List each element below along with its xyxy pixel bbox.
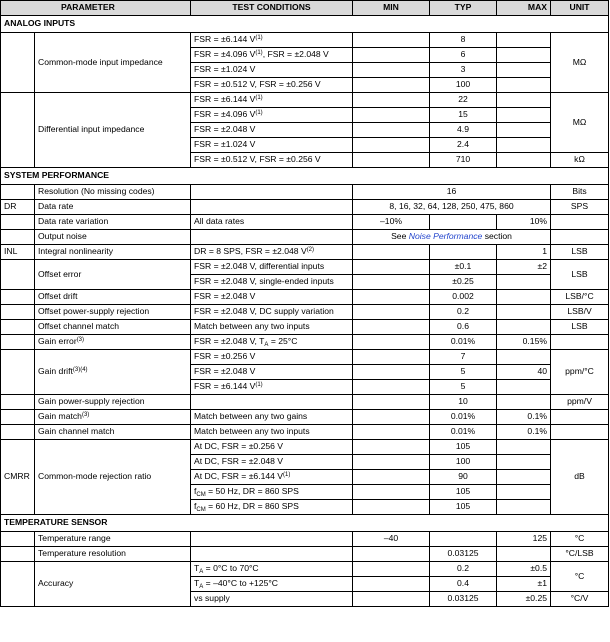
unit-value: LSB: [551, 245, 609, 260]
param-data-rate: Data rate: [35, 200, 191, 215]
table-row: [1, 93, 609, 108]
min-value: –40: [353, 532, 430, 547]
condition-cell: $T_A = -40^\circ C$ to +125°C: [191, 577, 353, 592]
table-row: [1, 245, 609, 260]
condition-cell: $f_{CM} = 60$ Hz, DR = 860 SPS: [191, 500, 353, 515]
param-inl: Integral nonlinearity: [35, 245, 191, 260]
max-value: 1: [497, 245, 551, 260]
param-cmrr: Common-mode rejection ratio: [35, 440, 191, 515]
typ-value: 90: [430, 470, 497, 485]
noise-performance-link[interactable]: Noise Performance: [408, 231, 483, 242]
typ-value: 22: [430, 93, 497, 108]
header-min: MIN: [353, 1, 430, 16]
condition-cell: FSR = ±6.144 $V^{(1)}$: [191, 380, 353, 395]
condition-cell: FSR = ±2.048 V, differential inputs: [191, 260, 353, 275]
unit-value: dB: [551, 440, 609, 515]
table-row: [1, 532, 609, 547]
max-value: ±1: [497, 577, 551, 592]
max-value: ±2: [497, 260, 551, 275]
table-row: [1, 33, 609, 48]
table-row: [1, 305, 609, 320]
table-row: [1, 350, 609, 365]
typ-value: 0.002: [430, 290, 497, 305]
typ-value: 105: [430, 485, 497, 500]
condition-cell: FSR = ±0.512 V, FSR = ±0.256 V: [191, 153, 353, 168]
condition-cell: Match between any two inputs: [191, 320, 353, 335]
max-value: 10%: [497, 215, 551, 230]
unit-value: Bits: [551, 185, 609, 200]
unit-value: °C: [551, 562, 609, 592]
typ-value: 0.01%: [430, 425, 497, 440]
condition-cell: FSR = ±6.144 $V^{(1)}$: [191, 33, 353, 48]
typ-value: 100: [430, 455, 497, 470]
min-value: –10%: [353, 215, 430, 230]
noise-reference: See Noise Performance section: [353, 230, 551, 245]
condition-cell: DR = 8 SPS, FSR = ±2.048 $V^{(2)}$: [191, 245, 353, 260]
typ-value: 100: [430, 78, 497, 93]
table-row: [1, 185, 609, 200]
table-row: [1, 335, 609, 350]
table-row: [1, 230, 609, 245]
max-value: 40: [497, 365, 551, 380]
table-row: [1, 425, 609, 440]
unit-value: °C/V: [551, 592, 609, 607]
param-temperature-range: Temperature range: [35, 532, 191, 547]
typ-value: ±0.25: [430, 275, 497, 290]
unit-value: LSB/V: [551, 305, 609, 320]
param-offset-error: Offset error: [35, 260, 191, 290]
header-test-conditions: TEST CONDITIONS: [191, 1, 353, 16]
unit-value: °C/LSB: [551, 547, 609, 562]
condition-cell: FSR = ±2.048 V, single-ended inputs: [191, 275, 353, 290]
typ-value: 0.2: [430, 562, 497, 577]
condition-cell: Match between any two gains: [191, 410, 353, 425]
unit-value: LSB/°C: [551, 290, 609, 305]
max-value: 0.15%: [497, 335, 551, 350]
condition-cell: FSR = ±2.048 V: [191, 365, 353, 380]
table-row: [1, 320, 609, 335]
section-system-performance: [1, 168, 609, 185]
unit-value: ppm/°C: [551, 350, 609, 395]
unit-value: °C: [551, 532, 609, 547]
typ-value: 6: [430, 48, 497, 63]
section-title: TEMPERATURE SENSOR: [1, 515, 609, 532]
param-output-noise: Output noise: [35, 230, 191, 245]
section-title: SYSTEM PERFORMANCE: [1, 168, 609, 185]
condition-cell: FSR = ±2.048 V, DC supply variation: [191, 305, 353, 320]
condition-cell: FSR = ±4.096 $V^{(1)}$, FSR = ±2.048 V: [191, 48, 353, 63]
table-row: [1, 200, 609, 215]
typ-value: 4.9: [430, 123, 497, 138]
typ-value: 5: [430, 380, 497, 395]
table-row: [1, 440, 609, 455]
symbol-dr: DR: [1, 200, 35, 215]
param-gain-drift: Gain drift$^{(3)(4)}$: [35, 350, 191, 395]
unit-value: LSB: [551, 320, 609, 335]
unit-value: MΩ: [551, 93, 609, 153]
condition-cell: All data rates: [191, 215, 353, 230]
symbol-inl: INL: [1, 245, 35, 260]
param-offset-channel-match: Offset channel match: [35, 320, 191, 335]
typ-value: 105: [430, 440, 497, 455]
typ-value: 0.01%: [430, 335, 497, 350]
typ-value: 16: [353, 185, 551, 200]
section-title: ANALOG INPUTS: [1, 16, 609, 33]
symbol-cmrr: CMRR: [1, 440, 35, 515]
typ-value: 0.4: [430, 577, 497, 592]
typ-value: 8, 16, 32, 64, 128, 250, 475, 860: [353, 200, 551, 215]
typ-value: 710: [430, 153, 497, 168]
table-row: [1, 215, 609, 230]
param-gain-channel-match: Gain channel match: [35, 425, 191, 440]
header-max: MAX: [497, 1, 551, 16]
condition-cell: FSR = ±6.144 $V^{(1)}$: [191, 93, 353, 108]
max-value: 0.1%: [497, 425, 551, 440]
symbol-cell: [1, 33, 35, 93]
param-offset-drift: Offset drift: [35, 290, 191, 305]
header-typ: TYP: [430, 1, 497, 16]
typ-value: 2.4: [430, 138, 497, 153]
param-data-rate-variation: Data rate variation: [35, 215, 191, 230]
param-resolution: Resolution (No missing codes): [35, 185, 191, 200]
typ-value: 8: [430, 33, 497, 48]
param-cm-impedance: Common-mode input impedance: [35, 33, 191, 93]
param-temperature-resolution: Temperature resolution: [35, 547, 191, 562]
table-row: [1, 562, 609, 577]
typ-value: ±0.1: [430, 260, 497, 275]
condition-cell: $f_{CM} = 50$ Hz, DR = 860 SPS: [191, 485, 353, 500]
header-row: [1, 1, 609, 16]
unit-value: kΩ: [551, 153, 609, 168]
table-row: [1, 290, 609, 305]
section-analog-inputs: [1, 16, 609, 33]
param-diff-impedance: Differential input impedance: [35, 93, 191, 168]
param-offset-psr: Offset power-supply rejection: [35, 305, 191, 320]
condition-cell: At DC, FSR = ±2.048 V: [191, 455, 353, 470]
table-row: [1, 547, 609, 562]
condition-cell: Match between any two inputs: [191, 425, 353, 440]
typ-value: 15: [430, 108, 497, 123]
unit-value: MΩ: [551, 33, 609, 93]
typ-value: 0.01%: [430, 410, 497, 425]
typ-value: 0.6: [430, 320, 497, 335]
typ-value: 5: [430, 365, 497, 380]
condition-cell: At DC, FSR = ±0.256 V: [191, 440, 353, 455]
table-row: [1, 395, 609, 410]
max-value: ±0.5: [497, 562, 551, 577]
typ-value: 0.2: [430, 305, 497, 320]
max-value: ±0.25: [497, 592, 551, 607]
condition-cell: FSR = ±1.024 V: [191, 63, 353, 78]
unit-value: ppm/V: [551, 395, 609, 410]
typ-value: 10: [430, 395, 497, 410]
condition-cell: FSR = ±4.096 $V^{(1)}$: [191, 108, 353, 123]
param-gain-match: Gain match$^{(3)}$: [35, 410, 191, 425]
unit-value: LSB: [551, 260, 609, 290]
param-gain-error: Gain error$^{(3)}$: [35, 335, 191, 350]
condition-cell: FSR = ±0.256 V: [191, 350, 353, 365]
table-row: [1, 410, 609, 425]
section-temperature-sensor: [1, 515, 609, 532]
param-accuracy: Accuracy: [35, 562, 191, 607]
max-value: 0.1%: [497, 410, 551, 425]
header-unit: UNIT: [551, 1, 609, 16]
typ-value: 0.03125: [430, 592, 497, 607]
typ-value: 0.03125: [430, 547, 497, 562]
condition-cell: At DC, FSR = ±6.144 $V^{(1)}$: [191, 470, 353, 485]
condition-cell: FSR = ±0.512 V, FSR = ±0.256 V: [191, 78, 353, 93]
symbol-cell: [1, 93, 35, 168]
condition-cell: $T_A = 0^\circ C$ to 70°C: [191, 562, 353, 577]
condition-cell: FSR = ±2.048 V: [191, 123, 353, 138]
typ-value: 3: [430, 63, 497, 78]
max-value: 125: [497, 532, 551, 547]
condition-cell: FSR = ±2.048 V, $T_A = 25^\circ C$: [191, 335, 353, 350]
condition-cell: FSR = ±1.024 V: [191, 138, 353, 153]
table-row: [1, 260, 609, 275]
unit-value: SPS: [551, 200, 609, 215]
typ-value: 105: [430, 500, 497, 515]
typ-value: 7: [430, 350, 497, 365]
condition-cell: FSR = ±2.048 V: [191, 290, 353, 305]
header-parameter: PARAMETER: [1, 1, 191, 16]
condition-cell: vs supply: [191, 592, 353, 607]
param-gain-psr: Gain power-supply rejection: [35, 395, 191, 410]
